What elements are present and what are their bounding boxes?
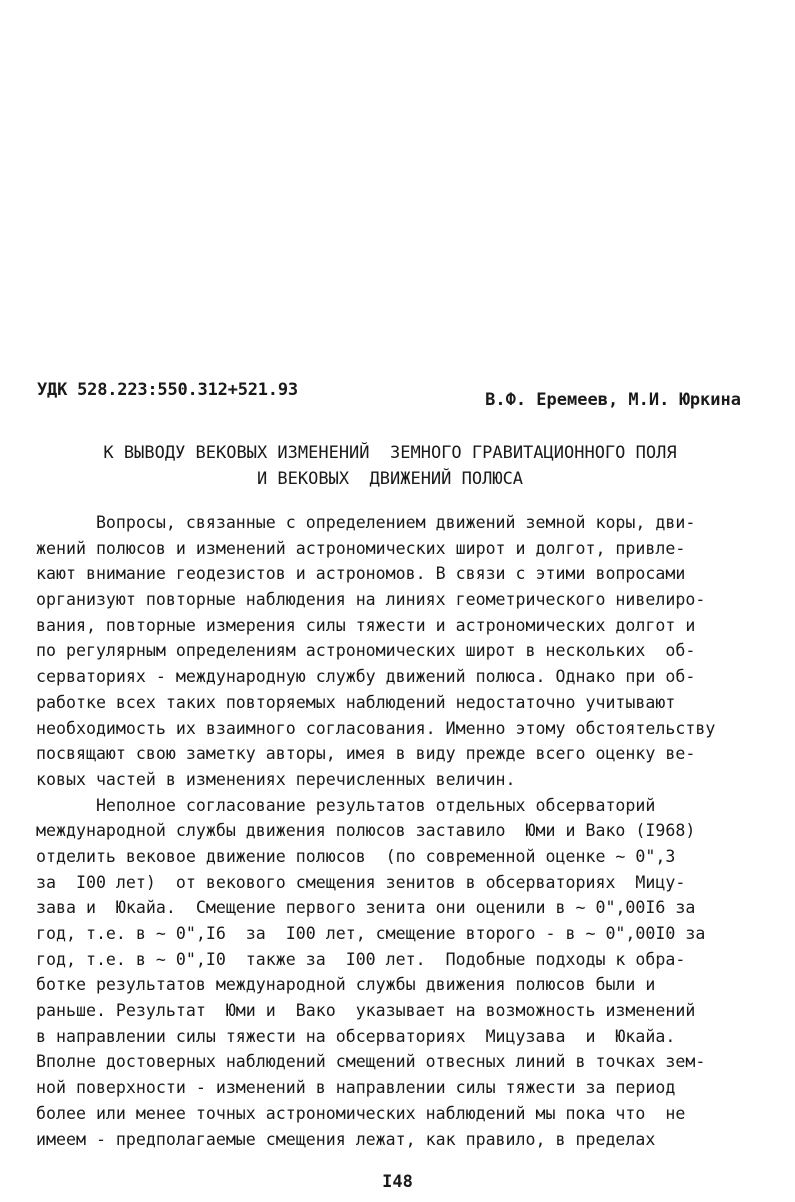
- text-line: жений полюсов и изменений астрономических широт и долгот, привле-: [36, 538, 686, 558]
- text-line: международной службы движения полюсов заставило Юми и Вако (I968): [36, 821, 696, 841]
- text-line: серваториях - международную службу движений полюса. Однако при об-: [36, 667, 696, 687]
- text-line: работке всех таких повторяемых наблюдений недостаточно учитывают: [36, 692, 676, 712]
- text-line: вания, повторные измерения силы тяжести и астрономических долгот и: [36, 615, 696, 635]
- text-line: год, т.е. в ~ 0",I0 также за I00 лет. Подобные подходы к обра-: [36, 949, 686, 969]
- title-line: К ВЫВОДУ ВЕКОВЫХ ИЗМЕНЕНИЙ ЗЕМНОГО ГРАВИТАЦИОННОГО ПОЛЯ: [103, 443, 677, 463]
- text-line: по регулярным определениям астрономических широт в нескольких об-: [36, 641, 696, 661]
- text-line: ботке результатов международной службы движения полюсов были и: [36, 975, 656, 995]
- text-line: ковых частей в изменениях перечисленных величин.: [36, 769, 516, 789]
- text-line: за I00 лет) от векового смещения зенитов в обсерваториях Мицу-: [36, 872, 686, 892]
- article-title: [40, 440, 740, 492]
- udk-code: УДК 528.223:550.312+521.93: [37, 380, 298, 400]
- text-line: посвящают свою заметку авторы, имея в виду прежде всего оценку ве-: [36, 744, 696, 764]
- text-line: необходимость их взаимного согласования. Именно этому обстоятельству: [36, 718, 716, 738]
- text-line: зава и Юкайа. Смещение первого зенита они оценили в ~ 0",00I6 за: [36, 898, 696, 918]
- text-line: год, т.е. в ~ 0",I6 за I00 лет, смещение второго - в ~ 0",00I0 за: [36, 924, 706, 943]
- text-line: Вполне достоверных наблюдений смещений отвесных линий в точках зем-: [36, 1052, 706, 1072]
- text-line: кают внимание геодезистов и астрономов. В связи с этими вопросами: [36, 564, 686, 584]
- text-line: в направлении силы тяжести на обсерваториях Мицузава и Юкайа.: [36, 1026, 676, 1046]
- text-line: организуют повторные наблюдения на линиях геометрического нивелиро-: [36, 590, 706, 610]
- text-line: Вопросы, связанные с определением движений земной коры, дви-: [36, 513, 696, 532]
- text-line: раньше. Результат Юми и Вако указывает на возможность изменений: [36, 1001, 696, 1021]
- text-line: ной поверхности - изменений в направлении силы тяжести за период: [36, 1078, 676, 1098]
- text-line: Неполное согласование результатов отдельных обсерваторий: [36, 795, 656, 815]
- text-line: отделить вековое движение полюсов (по современной оценке ~ 0",3: [36, 846, 676, 866]
- authors: В.Ф. Еремеев, М.И. Юркина: [485, 390, 741, 410]
- body-text: [36, 510, 771, 1152]
- page-number: I48: [382, 1172, 413, 1192]
- text-line: имеем - предполагаемые смещения лежат, как правило, в пределах: [36, 1129, 656, 1149]
- title-line: И ВЕКОВЫХ ДВИЖЕНИЙ ПОЛЮСА: [256, 469, 524, 489]
- text-line: более или менее точных астрономических наблюдений мы пока что не: [36, 1103, 686, 1123]
